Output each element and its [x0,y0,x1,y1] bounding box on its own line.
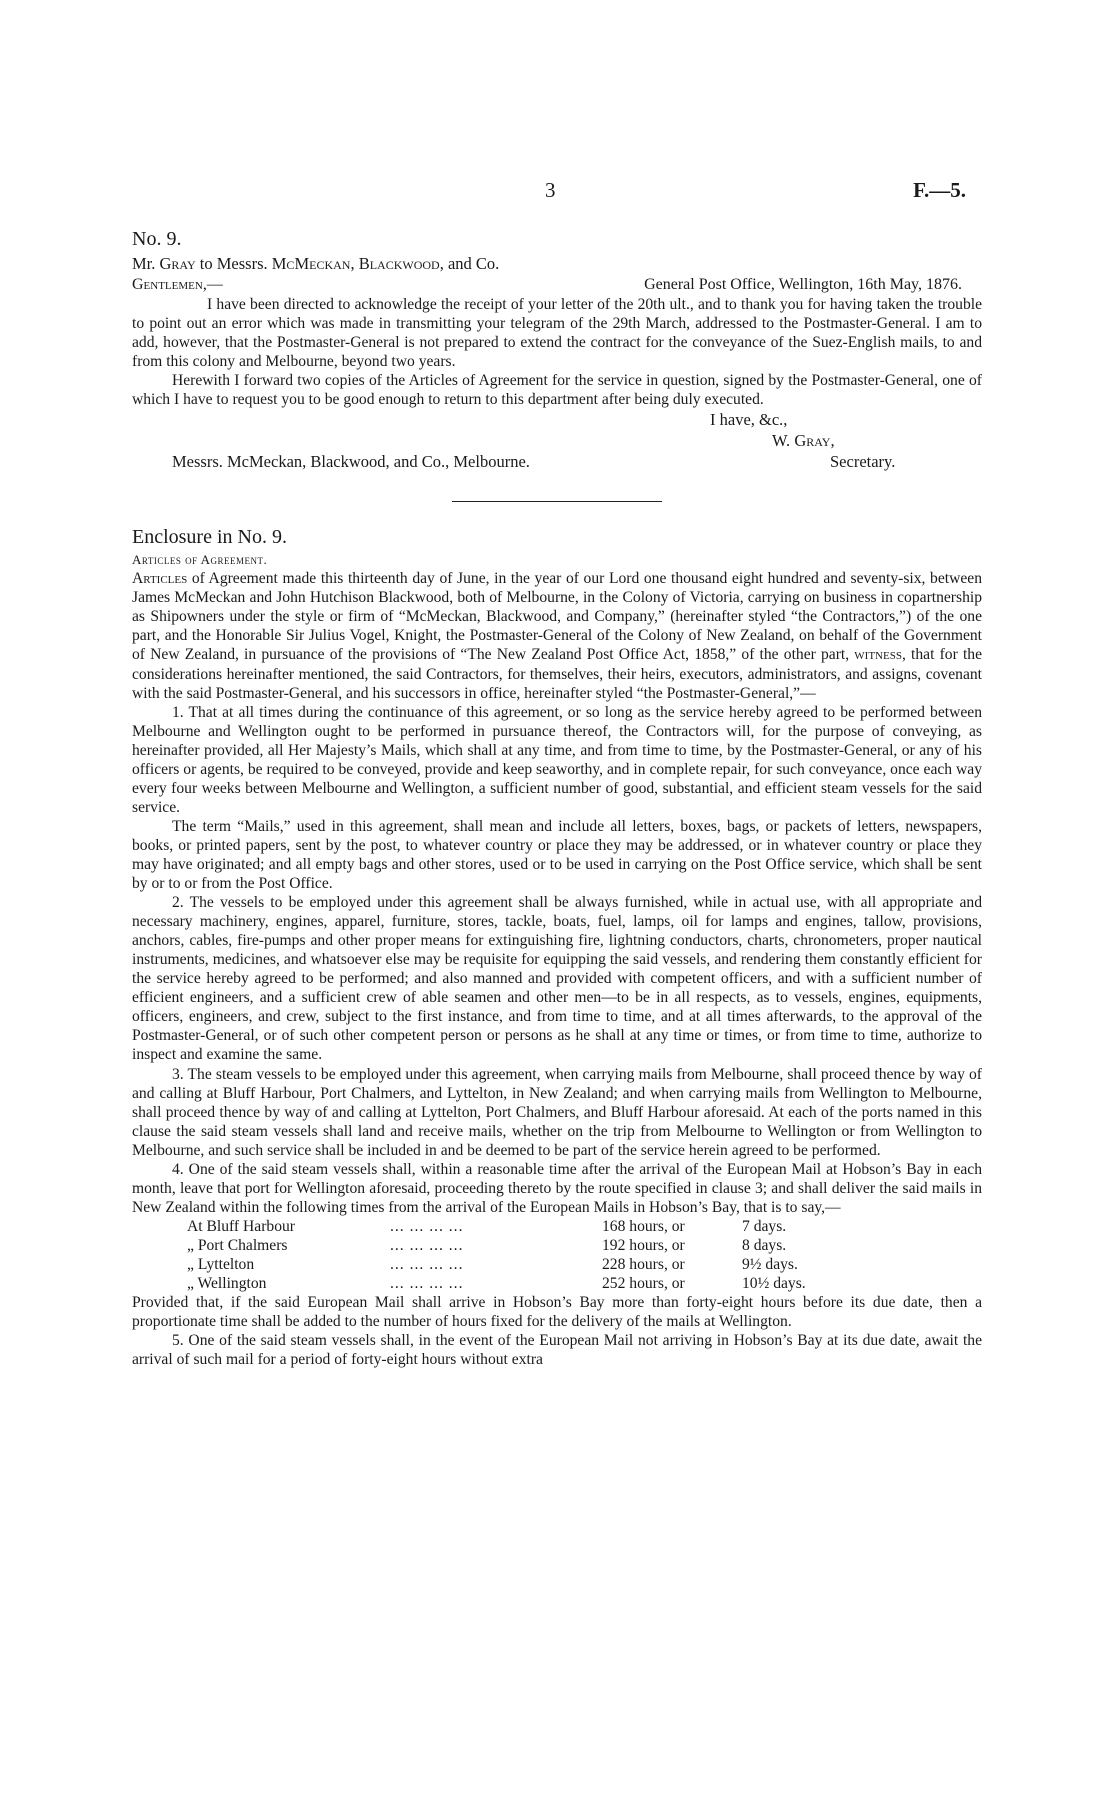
schedule-row [132,1255,982,1274]
opening-part1: of Agreement made this thirteenth day of June, in the year of our Lord one thousand eight hundred and seventy-six, between James McMeckan and John Hutchison Blackwood, both of Melbourne, in the Colony of Victoria, carrying on business in copartnership as Shipowners under the style or firm of “McMeckan, Blackwood, and Company,” (hereinafter styled “the Contractors,”) of the one part, and the Honorable Sir Julius Vogel, Knight, the Postmaster-General of the Colony of New Zealand, on behalf of the Government of New Zealand, in pursuance of the provisions of “The New Zealand Post Office Act, 1858,” of the other part, [132,570,982,664]
signatory [772,430,835,451]
schedule-leader: ... ... ... ... [390,1255,464,1273]
schedule-days: 10½ days. [742,1274,806,1292]
place-date: General Post Office, Wellington, 16th May, 1876. [644,276,962,293]
schedule-place: „ Wellington [187,1274,267,1292]
sender-name: Gray [159,254,196,273]
signatory-initial: W. [772,431,791,451]
recipients-suffix: and Co. [447,254,500,273]
signoff-block [132,409,982,471]
letter-paragraph: I have been directed to acknowledge the receipt of your letter of the 20th ult., and to thank you for having taken the trouble to point out an error which was made in transmitting your telegram of the 29th March, addressed to the Postmaster-General. I am to add, however, that the Postmaster-General is not prepared to extend the contract for the conveyance of the Suez-English mails, to and from this colony and Melbourne, beyond two years. [132,296,982,371]
document-reference: F.—5. [913,178,966,202]
salutation: Gentlemen,— [132,276,223,293]
schedule-row [132,1217,982,1236]
schedule-place: At Bluff Harbour [187,1217,295,1235]
signatory-title: Secretary. [830,452,896,472]
letter-number: No. 9. [132,228,182,250]
schedule-leader: ... ... ... ... [390,1274,464,1292]
signatory-name: Gray, [794,431,835,451]
recipients: McMeckan, Blackwood, [271,254,444,273]
page-header [0,178,1114,204]
witness-word: witness [854,646,902,664]
page-number: 3 [545,178,556,202]
section-divider [452,501,662,502]
schedule-leader: ... ... ... ... [390,1217,464,1235]
agreement-opening [132,569,982,702]
opening-part2: , that for the considerations hereinafter mentioned, the said Contractors, for themselves, their heirs, executors, administrators, and assigns, covenant with the said Postmaster-General, and his successors in office, hereinafter styled “the Postmaster-General,”— [132,646,982,702]
document-body [132,225,982,1369]
schedule-hours: 168 hours, or [602,1217,685,1235]
schedule-hours: 228 hours, or [602,1255,685,1273]
closing: I have, &c., [710,410,788,430]
schedule-place: „ Lyttelton [187,1255,255,1273]
enclosure-title: Enclosure in No. 9. [132,526,287,549]
schedule-days: 9½ days. [742,1255,798,1273]
salutation-row [132,275,982,295]
schedule-days: 7 days. [742,1217,787,1235]
schedule-hours: 192 hours, or [602,1236,685,1254]
articles-title: Articles of Agreement. [132,552,268,568]
clause-1: 1. That at all times during the continuance of this agreement, or so long as the service hereby agreed to be performed between Melbourne and Wellington ought to be performed in pursuance thereof, the Contractors will, for the purpose of conveying, as hereinafter provided, all Her Majesty’s Mails, which shall at any time, and from time to time, by the Postmaster-General, or any of his officers or agents, be required to be conveyed, provide and keep seaworthy, and in complete repair, for such conveyance, once each way every four weeks between Melbourne and Wellington, a sufficient number of good, substantial, and efficient steam vessels for the said service. [132,703,982,816]
clause-3: 3. The steam vessels to be employed under this agreement, when carrying mails from Melbourne, shall proceed thence by way of and calling at Bluff Harbour, Port Chalmers, and Lyttelton, in New Zealand; and when carrying mails from Wellington to Melbourne, shall proceed thence by way of and calling at Lyttelton, Port Chalmers, and Bluff Harbour aforesaid. At each of the ports named in this clause the said steam vessels shall land and receive mails, whether on the trip from Melbourne to Wellington or from Wellington to Melbourne, and such service shall be included in and be deemed to be part of the service herein agreed to be performed. [132,1065,982,1159]
sender-prefix: Mr. [132,254,156,273]
schedule-place: „ Port Chalmers [187,1236,288,1254]
letter-paragraph: Herewith I forward two copies of the Articles of Agreement for the service in question, signed by the Postmaster-General, one of which I have to request you to be good enough to return to this department after being duly executed. [132,372,982,409]
clause-2: 2. The vessels to be employed under this agreement shall be always furnished, while in actual use, with all appropriate and necessary machinery, engines, apparel, furniture, stores, tackle, boats, fuel, lamps, oil for lamps and engines, tallow, provisions, anchors, cables, fire-pumps and other proper means for extinguishing fire, lightning conductors, charts, chronometers, proper nautical instruments, medicines, and whatsoever else may be requisite for equipping the said vessels, and rendering them constantly efficient for the service hereby agreed to be performed; and also manned and provided with competent officers, and with a sufficient number of efficient engineers, and a sufficient crew of able seamen and other men—to be in all respects, as to vessels, engines, equipments, officers, engineers, and crew, subject to the first instance, and from time to time, and at all times afterwards, to the approval of the Postmaster-General, or of such other competent person or persons as he shall at any time or times, or from time to time, authorize to inspect and examine the same. [132,894,982,1064]
clause-4: 4. One of the said steam vessels shall, within a reasonable time after the arrival of the European Mail at Hobson’s Bay in each month, leave that port for Wellington aforesaid, proceeding thereto by the route specified in clause 3; and shall deliver the said mails in New Zealand within the following times from the arrival of the European Mails in Hobson’s Bay, that is to say,— [132,1160,982,1216]
letter-heading [132,253,982,275]
schedule-hours: 252 hours, or [602,1274,685,1292]
clause-5: 5. One of the said steam vessels shall, in the event of the European Mail not arriving in Hobson’s Bay at its due date, await the arrival of such mail for a period of forty-eight hours without extra [132,1331,982,1369]
schedule-leader: ... ... ... ... [390,1236,464,1254]
addressee: Messrs. McMeckan, Blackwood, and Co., Melbourne. [172,452,530,472]
to-word: to Messrs. [199,254,268,273]
opening-lead: Articles [132,570,188,588]
clause-mails-definition: The term “Mails,” used in this agreement, shall mean and include all letters, boxes, bags, or packets of letters, newspapers, books, or printed papers, sent by the post, to whatever country or place they may be addressed, or in whatever country or place they may have originated; and all empty bags and other stores, used or to be used in carrying on the Post Office service, which shall be sent by or to or from the Post Office. [132,817,982,893]
schedule-row [132,1236,982,1255]
proviso: Provided that, if the said European Mail shall arrive in Hobson’s Bay more than forty-eight hours before its due date, then a proportionate time shall be added to the number of hours fixed for the delivery of the mails at Wellington. [132,1293,982,1330]
schedule-row [132,1274,982,1293]
schedule-days: 8 days. [742,1236,787,1254]
delivery-schedule [132,1217,982,1293]
